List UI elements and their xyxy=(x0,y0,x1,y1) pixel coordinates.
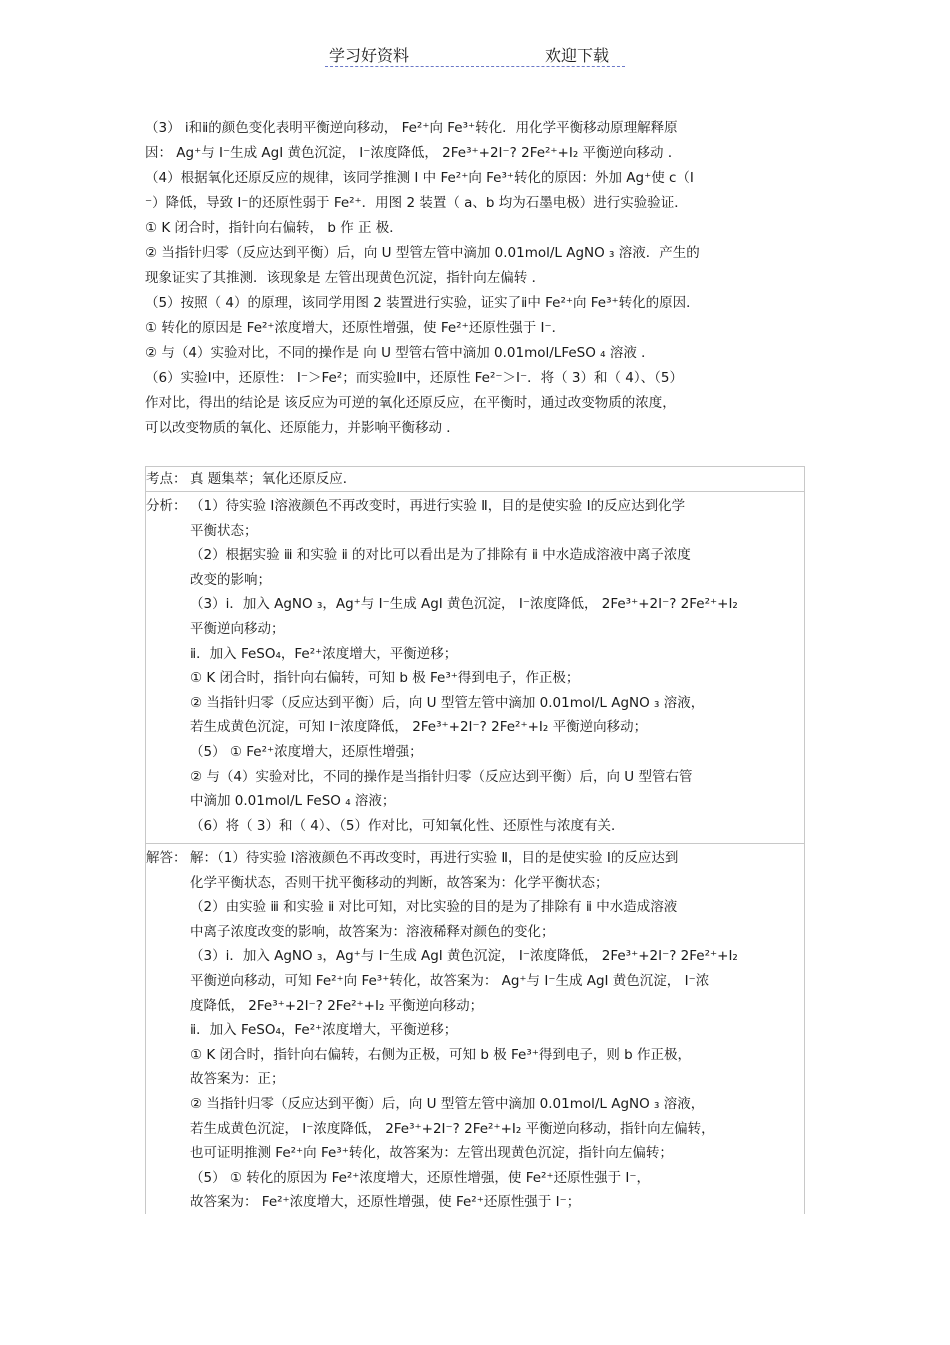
fenxi-row xyxy=(146,491,804,844)
jieda-line: 解：（1）待实验 Ⅰ溶液颜色不再改变时，再进行实验 Ⅱ，目的是使实验 Ⅰ的反应达到 xyxy=(190,850,679,866)
question-line: ⁻）降低，导致 I⁻的还原性弱于 Fe²⁺．用图 2 装置（ a、b 均为石墨电极）进行实验验证． xyxy=(145,195,688,211)
fenxi-line: 改变的影响； xyxy=(190,571,271,588)
fenxi-line: 平衡逆向移动； xyxy=(190,620,285,637)
question-section xyxy=(145,116,810,441)
header-right-text: 欢迎下载 xyxy=(545,46,610,65)
question-line: （6）实验Ⅰ中，还原性： I⁻＞Fe²；而实验Ⅱ中，还原性 Fe²⁻＞I⁻．将（ 3）和（ 4）、（5） xyxy=(145,370,683,386)
fenxi-line: 平衡状态； xyxy=(190,522,258,539)
kaodian-row xyxy=(146,467,804,491)
fenxi-line: （6）将（ 3）和（ 4）、（5）作对比，可知氧化性、还原性与浓度有关． xyxy=(190,817,625,834)
jieda-label: 解答： xyxy=(146,850,187,866)
jieda-line: ② 当指针归零（反应达到平衡）后，向 U 型管左管中滴加 0.01mol/L AgNO ₃ 溶液， xyxy=(190,1095,705,1112)
jieda-line: 若生成黄色沉淀， I⁻浓度降低， 2Fe³⁺+2I⁻? 2Fe²⁺+I₂ 平衡逆向移动，指针向左偏转， xyxy=(190,1120,715,1137)
fenxi-line: （3）ⅰ．加入 AgNO ₃，Ag⁺与 I⁻生成 AgI 黄色沉淀， I⁻浓度降低， 2Fe³⁺+2I⁻? 2Fe²⁺+I₂ xyxy=(190,596,738,613)
question-line: （5）按照（ 4）的原理，该同学用图 2 装置进行实验，证实了ⅱ中 Fe²⁺向 Fe³⁺转化的原因． xyxy=(145,295,700,311)
question-line: （3） ⅰ和ⅱ的颜色变化表明平衡逆向移动， Fe²⁺向 Fe³⁺转化．用化学平衡移动原理解释原 xyxy=(145,120,678,136)
fenxi-line: （1）待实验 Ⅰ溶液颜色不再改变时，再进行实验 Ⅱ，目的是使实验 Ⅰ的反应达到化学 xyxy=(190,498,686,514)
question-line: 因： Ag⁺与 I⁻生成 AgI 黄色沉淀， I⁻浓度降低， 2Fe³⁺+2I⁻? 2Fe²⁺+I₂ 平衡逆向移动 ． xyxy=(145,145,682,161)
jieda-line: 也可证明推测 Fe²⁺向 Fe³⁺转化，故答案为：左管出现黄色沉淀，指针向左偏转； xyxy=(190,1145,673,1162)
jieda-row xyxy=(146,843,804,1216)
fenxi-line: ② 当指针归零（反应达到平衡）后，向 U 型管左管中滴加 0.01mol/L AgNO ₃ 溶液， xyxy=(190,694,705,711)
jieda-line: ⅱ．加入 FeSO₄，Fe²⁺浓度增大，平衡逆移； xyxy=(190,1022,458,1039)
jieda-line: 度降低， 2Fe³⁺+2I⁻? 2Fe²⁺+I₂ 平衡逆向移动； xyxy=(190,997,484,1014)
jieda-line: ① K 闭合时，指针向右偏转，右侧为正极，可知 b 极 Fe³⁺得到电子，则 b 作正极， xyxy=(190,1046,692,1063)
jieda-line: 中离子浓度改变的影响，故答案为：溶液稀释对颜色的变化； xyxy=(190,923,555,940)
page-header xyxy=(325,40,625,67)
question-line: ① 转化的原因是 Fe²⁺浓度增大，还原性增强，使 Fe²⁺还原性强于 I⁻． xyxy=(145,320,566,336)
jieda-line: （3）ⅰ．加入 AgNO ₃，Ag⁺与 I⁻生成 AgI 黄色沉淀， I⁻浓度降低， 2Fe³⁺+2I⁻? 2Fe²⁺+I₂ xyxy=(190,948,738,965)
question-line: ① K 闭合时，指针向右偏转， b 作 正 极． xyxy=(145,220,403,236)
fenxi-line: （2）根据实验 ⅲ 和实验 ⅱ 的对比可以看出是为了排除有 ⅱ 中水造成溶液中离子浓度 xyxy=(190,547,691,564)
fenxi-line: 中滴加 0.01mol/L FeSO ₄ 溶液； xyxy=(190,793,396,810)
question-line: 现象证实了其推测．该现象是 左管出现黄色沉淀，指针向左偏转 ． xyxy=(145,270,546,286)
question-line: ② 当指针归零（反应达到平衡）后，向 U 型管左管中滴加 0.01mol/L AgNO ₃ 溶液．产生的 xyxy=(145,245,700,261)
jieda-line: 故答案为：正； xyxy=(190,1071,285,1088)
jieda-line: （5） ① 转化的原因为 Fe²⁺浓度增大，还原性增强，使 Fe²⁺还原性强于 I⁻， xyxy=(190,1169,650,1186)
jieda-line: （2）由实验 ⅲ 和实验 ⅱ 对比可知，对比实验的目的是为了排除有 ⅱ 中水造成溶液 xyxy=(190,899,678,916)
jieda-line: 平衡逆向移动，可知 Fe²⁺向 Fe³⁺转化，故答案为： Ag⁺与 I⁻生成 AgI 黄色沉淀， I⁻浓 xyxy=(190,972,710,989)
header-left-text: 学习好资料 xyxy=(329,46,410,65)
fenxi-line: （5） ① Fe²⁺浓度增大，还原性增强； xyxy=(190,743,423,760)
question-line: 可以改变物质的氧化、还原能力，并影响平衡移动 ． xyxy=(145,420,460,436)
kaodian-label: 考点： xyxy=(146,471,187,487)
jieda-line: 化学平衡状态，否则干扰平衡移动的判断，故答案为：化学平衡状态； xyxy=(190,874,609,891)
fenxi-label: 分析： xyxy=(146,498,187,514)
kaodian-text: 真 题集萃；氧化还原反应． xyxy=(190,471,357,487)
fenxi-line: ① K 闭合时，指针向右偏转，可知 b 极 Fe³⁺得到电子，作正极； xyxy=(190,670,580,687)
fenxi-line: ⅱ．加入 FeSO₄，Fe²⁺浓度增大，平衡逆移； xyxy=(190,645,458,662)
fenxi-line: ② 与（4）实验对比，不同的操作是当指针归零（反应达到平衡）后，向 U 型管右管 xyxy=(190,768,693,785)
question-line: （4）根据氧化还原反应的规律，该同学推测 I 中 Fe²⁺向 Fe³⁺转化的原因：外加 Ag⁺使 c（I xyxy=(145,170,694,186)
question-line: ② 与（4）实验对比，不同的操作是 向 U 型管右管中滴加 0.01mol/LFeSO ₄ 溶液 ． xyxy=(145,345,655,361)
jieda-line: 故答案为： Fe²⁺浓度增大，还原性增强，使 Fe²⁺还原性强于 I⁻； xyxy=(190,1194,581,1211)
analysis-table xyxy=(145,466,805,1214)
fenxi-line: 若生成黄色沉淀，可知 I⁻浓度降低， 2Fe³⁺+2I⁻? 2Fe²⁺+I₂ 平衡逆向移动； xyxy=(190,719,648,736)
question-line: 作对比，得出的结论是 该反应为可逆的氧化还原反应，在平衡时，通过改变物质的浓度， xyxy=(145,395,676,411)
